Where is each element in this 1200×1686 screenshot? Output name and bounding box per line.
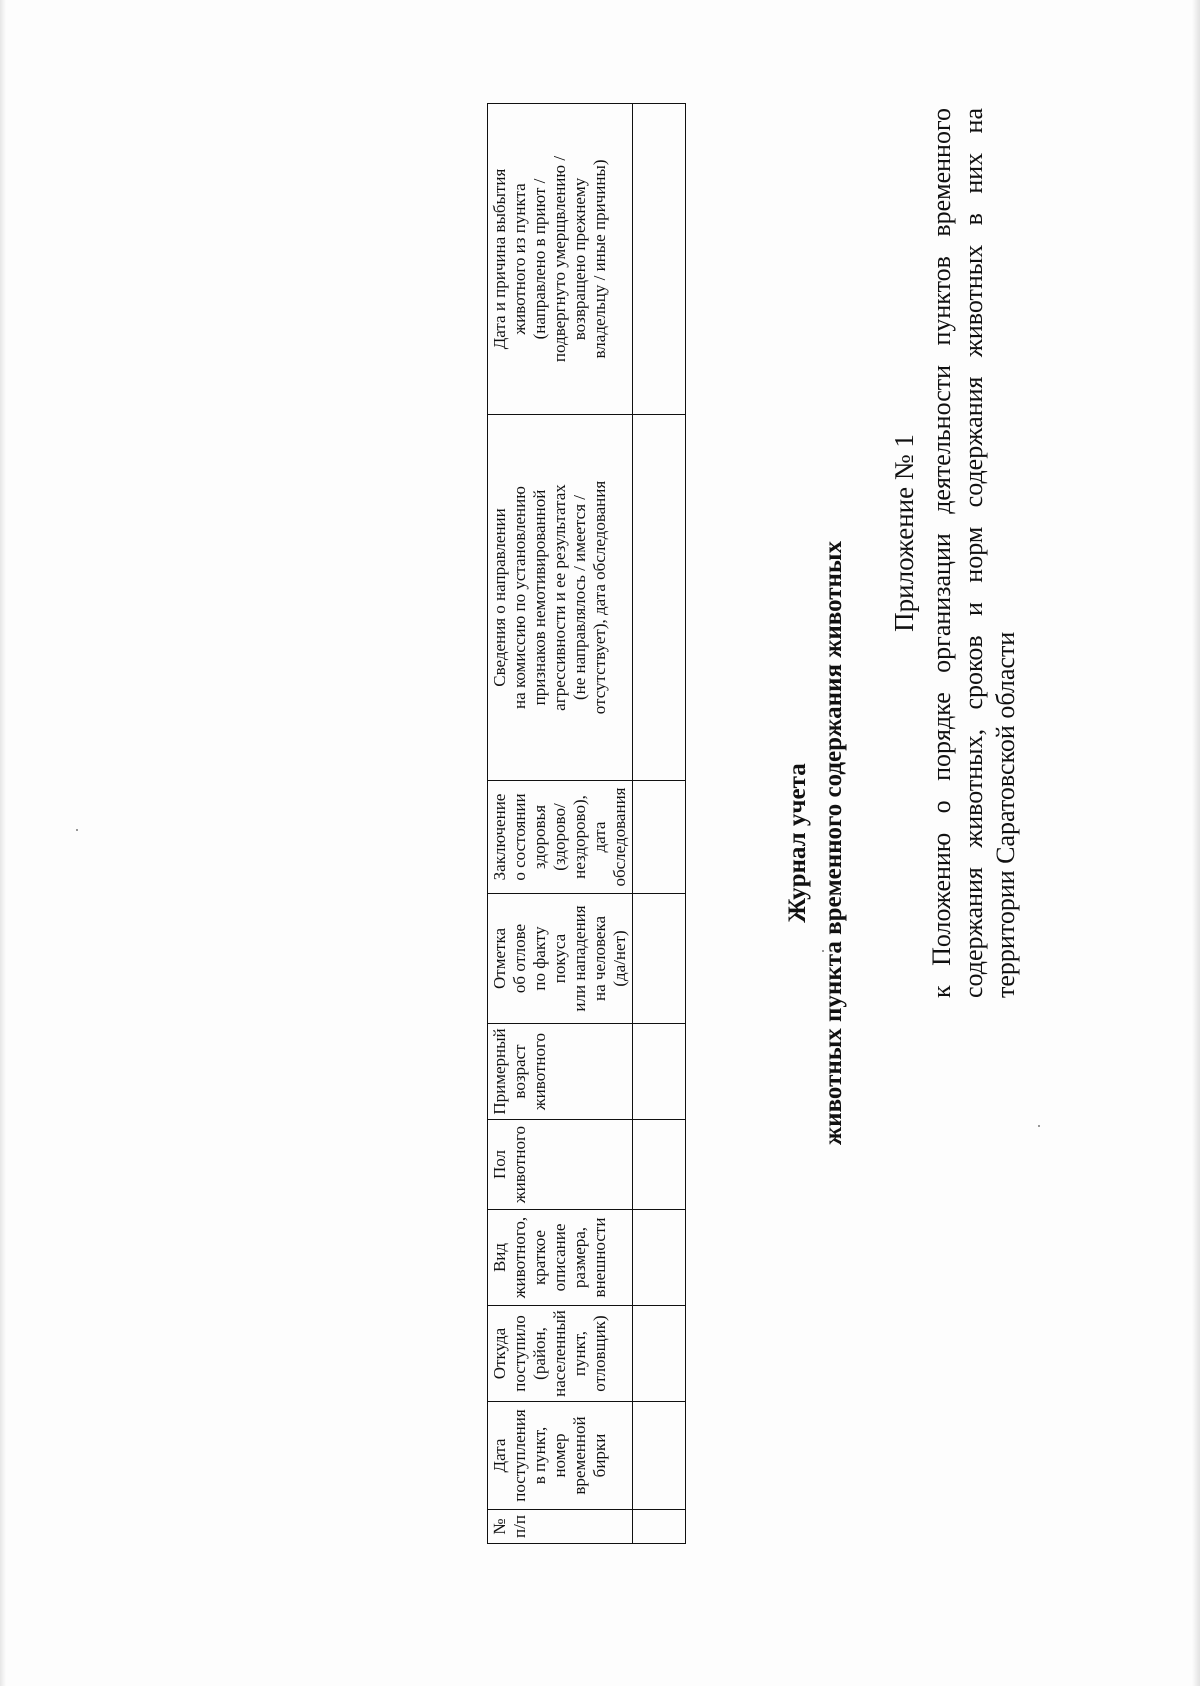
header-commission: Сведения о направлении на комиссию по установлению признаков немотивированной агрессивности и ее результатах (не направлялось / имеется / отсутствует), дата обследования xyxy=(488,415,633,781)
table-cell xyxy=(633,1510,686,1544)
table-cell xyxy=(633,894,686,1024)
table-cell xyxy=(633,1306,686,1402)
appendix-block xyxy=(888,108,1022,998)
table-cell xyxy=(633,104,686,415)
table-cell xyxy=(633,415,686,781)
header-animal-type: Вид животного, краткое описание размера, внешности xyxy=(488,1210,633,1306)
header-health: Заключение о состоянии здоровья (здорово/ нездорово), дата обследования xyxy=(488,781,633,894)
table-header-row xyxy=(488,104,633,1544)
header-sex: Пол животного xyxy=(488,1120,633,1210)
header-origin: Откуда поступило (район, населенный пункт, отловщик) xyxy=(488,1306,633,1402)
table-cell xyxy=(633,1402,686,1510)
header-arrival-date: Дата поступления в пункт, номер временной бирки xyxy=(488,1402,633,1510)
appendix-title: Приложение № 1 xyxy=(889,434,919,632)
header-departure: Дата и причина выбытия животного из пункта (направлено в приют / подвергнуто умерщвлению / возвращено прежнему владельцу / иные причины) xyxy=(488,104,633,415)
table-row xyxy=(633,104,686,1544)
header-number: № п/п xyxy=(488,1510,633,1544)
appendix-text: к Положению о порядке организации деятельности пунктов временного содержания животных, сроков и норм содержания животных в них на территории Саратовской области xyxy=(927,108,1020,998)
journal-subtitle: животных пункта временного содержания животных xyxy=(820,541,847,1145)
journal-title: Журнал учета xyxy=(784,763,811,923)
table-cell xyxy=(633,1120,686,1210)
table-cell xyxy=(633,781,686,894)
header-age: Примерный возраст животного xyxy=(488,1024,633,1120)
table-cell xyxy=(633,1024,686,1120)
table-cell xyxy=(633,1210,686,1306)
header-bite-mark: Отметка об отлове по факту покуса или нападения на человека (да/нет) xyxy=(488,894,633,1024)
journal-table xyxy=(487,103,686,1544)
